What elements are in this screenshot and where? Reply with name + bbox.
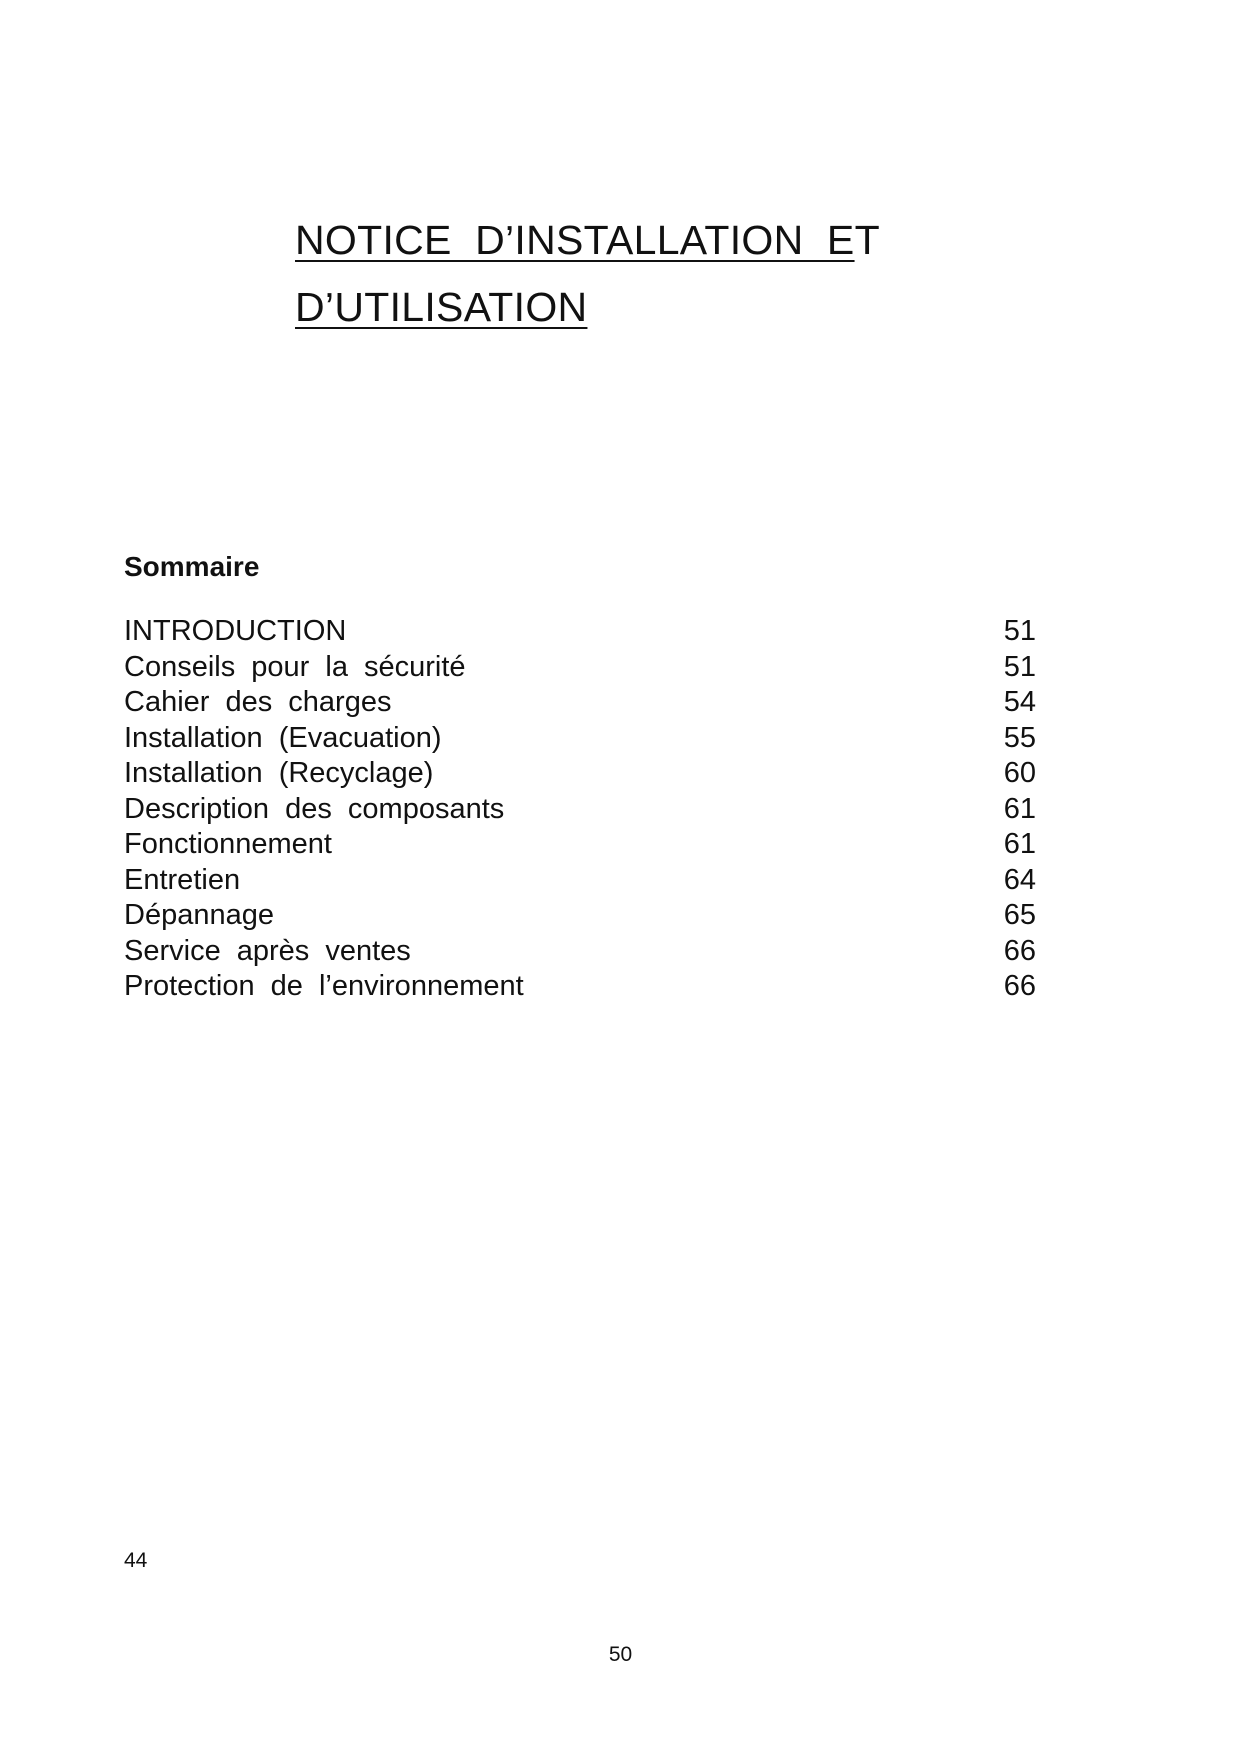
toc-entry-label: Description des composants <box>124 792 505 825</box>
toc-entry-label: Installation (Recyclage) <box>124 757 434 789</box>
toc-entry-label: INTRODUCTION <box>124 615 347 647</box>
toc-entry-page: 60 <box>1003 757 1036 789</box>
toc-entry-page: 51 <box>1003 650 1036 683</box>
toc-entry-page: 65 <box>1003 899 1036 931</box>
toc-entry[interactable] <box>124 685 1036 721</box>
toc-entry[interactable] <box>124 898 1036 934</box>
document-title-rest: T <box>854 217 880 263</box>
toc-entry-label: Conseils pour la sécurité <box>124 650 466 683</box>
toc-entry-label: Fonctionnement <box>124 828 332 860</box>
toc-entry-label: Installation (Evacuation) <box>124 721 442 754</box>
toc-entry[interactable] <box>124 969 1036 1005</box>
document-title-line-2-text: D’UTILISATION <box>295 284 588 330</box>
toc-entry-page: 55 <box>1003 721 1036 754</box>
toc-entry-page: 64 <box>1003 863 1036 896</box>
toc-entry-page: 54 <box>1003 686 1036 718</box>
document-title-line-1 <box>295 217 880 263</box>
toc-entry-label: Service après ventes <box>124 934 411 967</box>
document-title-line-2 <box>295 284 588 330</box>
toc-entry-page: 61 <box>1003 792 1036 825</box>
toc-entry[interactable] <box>124 934 1036 970</box>
toc-entry[interactable] <box>124 827 1036 863</box>
toc-entry-page: 66 <box>1003 970 1036 1002</box>
toc-entry-label: Entretien <box>124 863 241 896</box>
left-page-number: 44 <box>124 1549 148 1572</box>
toc-entry-label: Dépannage <box>124 899 274 931</box>
toc-entry-page: 51 <box>1003 615 1036 647</box>
table-of-contents <box>124 614 1036 1005</box>
toc-entry[interactable] <box>124 614 1036 650</box>
toc-entry-label: Cahier des charges <box>124 686 392 718</box>
toc-entry[interactable] <box>124 756 1036 792</box>
document-title-underlined-part: NOTICE D’INSTALLATION E <box>295 217 855 263</box>
toc-entry[interactable] <box>124 863 1036 899</box>
toc-entry-page: 66 <box>1003 934 1036 967</box>
toc-entry-label: Protection de l’environnement <box>124 970 524 1002</box>
toc-heading: Sommaire <box>124 551 260 582</box>
toc-entry[interactable] <box>124 650 1036 686</box>
toc-entry[interactable] <box>124 721 1036 757</box>
toc-entry-page: 61 <box>1003 828 1036 860</box>
page-number: 50 <box>608 1643 633 1666</box>
toc-entry[interactable] <box>124 792 1036 828</box>
